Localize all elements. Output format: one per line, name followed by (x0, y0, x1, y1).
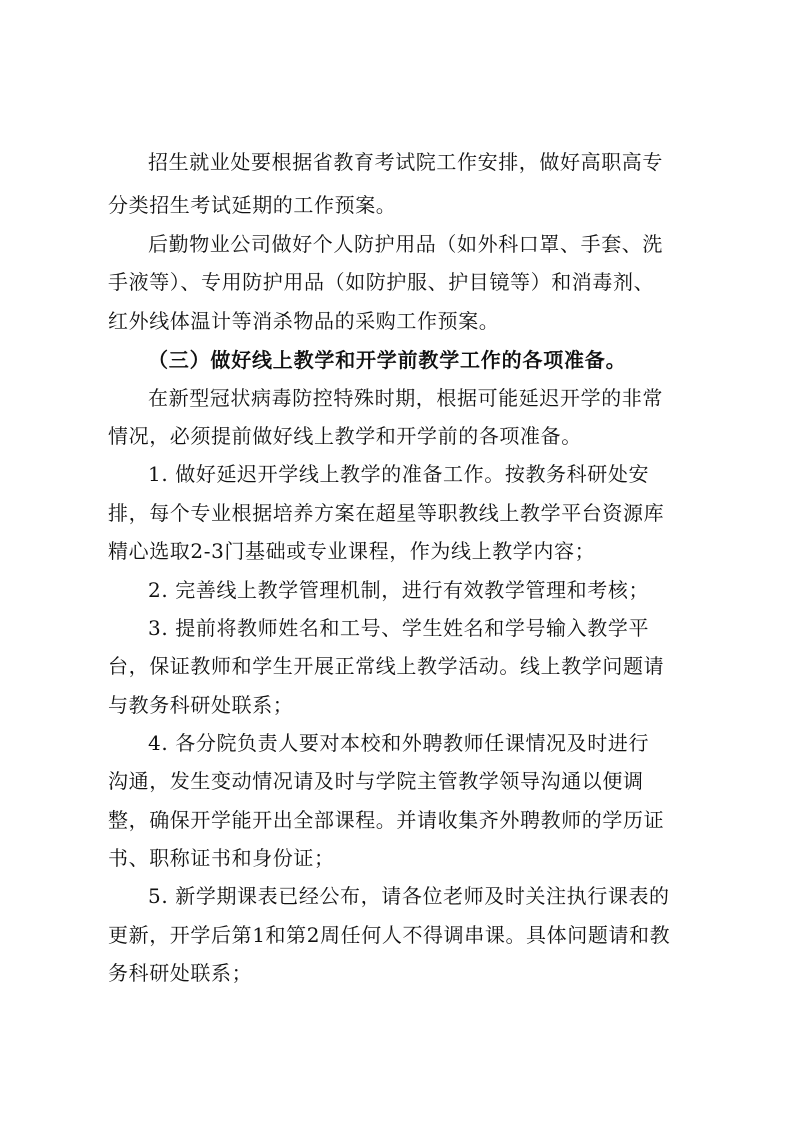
list-item-4-line: 整，确保开学能开出全部课程。并请收集齐外聘教师的学历证 (108, 808, 665, 832)
list-item-4-line: 4. 各分院负责人要对本校和外聘教师任课情况及时进行 (148, 731, 650, 755)
list-item-4-line: 书、职称证书和身份证； (108, 846, 335, 870)
paragraph-line: 手液等）、专用防护用品（如防护服、护目镜等）和消毒剂、 (108, 270, 655, 294)
paragraph-line: 招生就业处要根据省教育考试院工作安排，做好高职高专 (148, 150, 663, 174)
paragraph-line: 分类招生考试延期的工作预案。 (108, 193, 397, 217)
paragraph-line: 后勤物业公司做好个人防护用品（如外科口罩、手套、洗 (148, 232, 663, 256)
paragraph-line: 红外线体温计等消杀物品的采购工作预案。 (108, 309, 500, 333)
list-item-3-line: 台，保证教师和学生开展正常线上教学活动。线上教学问题请 (108, 654, 665, 678)
list-item-3-line: 3. 提前将教师姓名和工号、学生姓名和学号输入教学平 (148, 616, 650, 640)
list-item-5-line: 更新，开学后第1和第2周任何人不得调串课。具体问题请和教 (108, 923, 671, 947)
section-heading: （三）做好线上教学和开学前教学工作的各项准备。 (148, 348, 627, 372)
list-item-1-line: 1. 做好延迟开学线上教学的准备工作。按教务科研处安 (148, 462, 650, 486)
list-item-2-line: 2. 完善线上教学管理机制，进行有效教学管理和考核； (148, 578, 650, 602)
paragraph-line: 情况，必须提前做好线上教学和开学前的各项准备。 (108, 424, 582, 448)
list-item-3-line: 与教务科研处联系； (108, 693, 294, 717)
list-item-5-line: 务科研处联系； (108, 961, 253, 985)
list-item-4-line: 沟通，发生变动情况请及时与学院主管教学领导沟通以便调 (108, 769, 644, 793)
list-item-5-line: 5. 新学期课表已经公布，请各位老师及时关注执行课表的 (148, 884, 670, 908)
list-item-1-line: 排，每个专业根据培养方案在超星等职教线上教学平台资源库 (108, 501, 665, 525)
paragraph-line: 在新型冠状病毒防控特殊时期，根据可能延迟开学的非常 (148, 386, 663, 410)
list-item-1-line: 精心选取2-3门基础或专业课程，作为线上教学内容； (108, 539, 596, 563)
